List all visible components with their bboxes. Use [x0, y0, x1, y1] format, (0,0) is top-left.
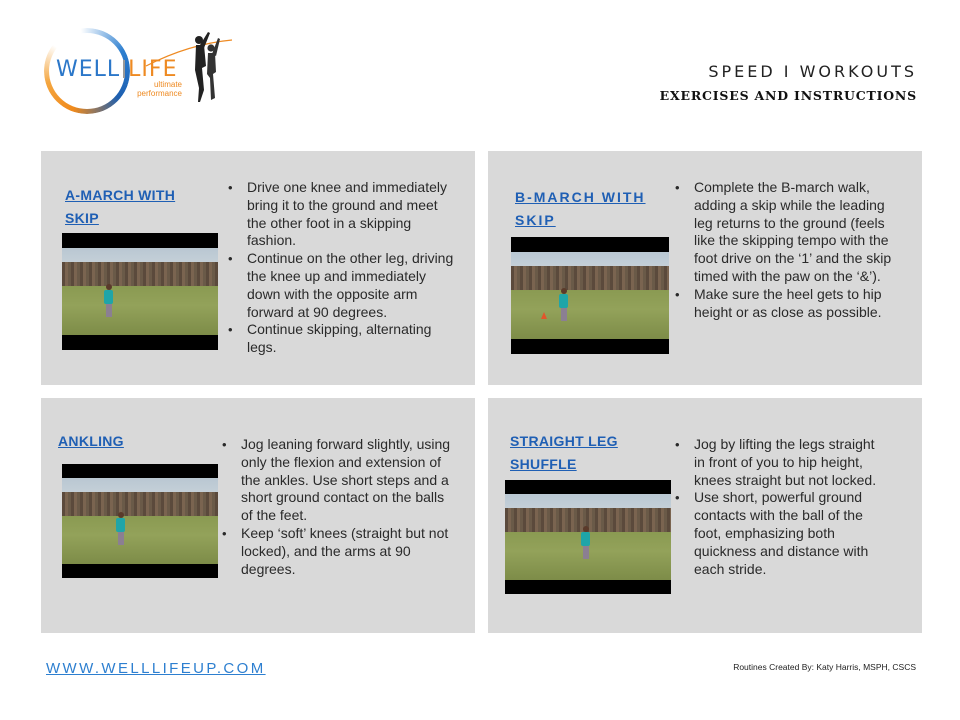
exercise-instructions	[674, 179, 896, 321]
exercise-title-link[interactable]: B-MARCH WITH SKIP	[515, 189, 646, 228]
page-subtitle: EXERCISES AND INSTRUCTIONS	[659, 88, 917, 103]
page-title: SPEED I WORKOUTS	[708, 62, 917, 81]
exercise-title-link[interactable]: STRAIGHT LEG SHUFFLE	[510, 433, 618, 472]
logo-wordmark	[56, 57, 177, 82]
instruction-item: • Keep ‘soft’ knees (straight but not locked), and the arms at 90 degrees.	[221, 525, 451, 578]
website-link[interactable]: WWW.WELLLIFEUP.COM	[46, 660, 266, 677]
logo-word-well: WELL	[56, 57, 121, 82]
cone-icon	[541, 312, 547, 319]
exercise-video[interactable]	[511, 237, 669, 354]
exercise-instructions	[227, 179, 459, 357]
runner-figure	[116, 512, 126, 545]
logo-tagline-1: ultimate	[153, 80, 182, 89]
instruction-item: • Continue on the other leg, driving the knee up and immediately down with the opposite arm forward at 90 degrees.	[227, 250, 459, 321]
runner-figure	[104, 284, 114, 317]
exercise-card-straight-leg-shuffle	[488, 398, 922, 633]
instruction-item: • Use short, powerful ground contacts with the ball of the foot, emphasizing both quickness and distance with each stride.	[674, 489, 888, 578]
exercise-instructions	[674, 436, 888, 578]
exercise-title-link[interactable]: ANKLING	[58, 433, 124, 449]
instruction-item: • Drive one knee and immediately bring it to the ground and meet the other foot in a skipping fashion.	[227, 179, 459, 250]
exercise-title-link[interactable]: A-MARCH WITH SKIP	[65, 187, 176, 226]
welllife-logo	[44, 28, 220, 110]
exercise-video[interactable]	[62, 233, 218, 350]
athletes-silhouette-icon	[182, 28, 222, 104]
exercise-video[interactable]	[505, 480, 671, 594]
logo-tagline	[132, 80, 182, 98]
instruction-item: • Complete the B-march walk, adding a skip while the leading leg returns to the ground (feels like the skipping tempo with the foot drive on the ‘1’ and the skip timed with the paw on the ‘&’).	[674, 179, 896, 286]
exercise-card-ankling	[41, 398, 475, 633]
exercise-instructions	[221, 436, 451, 578]
exercise-card-a-march	[41, 151, 475, 385]
exercise-video[interactable]	[62, 464, 218, 578]
logo-tagline-2: performance	[137, 89, 182, 98]
runner-figure	[581, 526, 591, 559]
instruction-item: • Make sure the heel gets to hip height or as close as possible.	[674, 286, 896, 322]
logo-divider	[123, 60, 125, 78]
logo-word-life: LIFE	[128, 57, 178, 82]
exercise-card-b-march	[488, 151, 922, 385]
credit-text: Routines Created By: Katy Harris, MSPH, CSCS	[733, 662, 916, 672]
instruction-item: • Jog leaning forward slightly, using only the flexion and extension of the ankles. Use short steps and a short ground contact on the balls of the feet.	[221, 436, 451, 525]
instruction-item: • Jog by lifting the legs straight in front of you to hip height, knees straight but not locked.	[674, 436, 888, 489]
runner-figure	[559, 288, 569, 321]
instruction-item: • Continue skipping, alternating legs.	[227, 321, 459, 357]
